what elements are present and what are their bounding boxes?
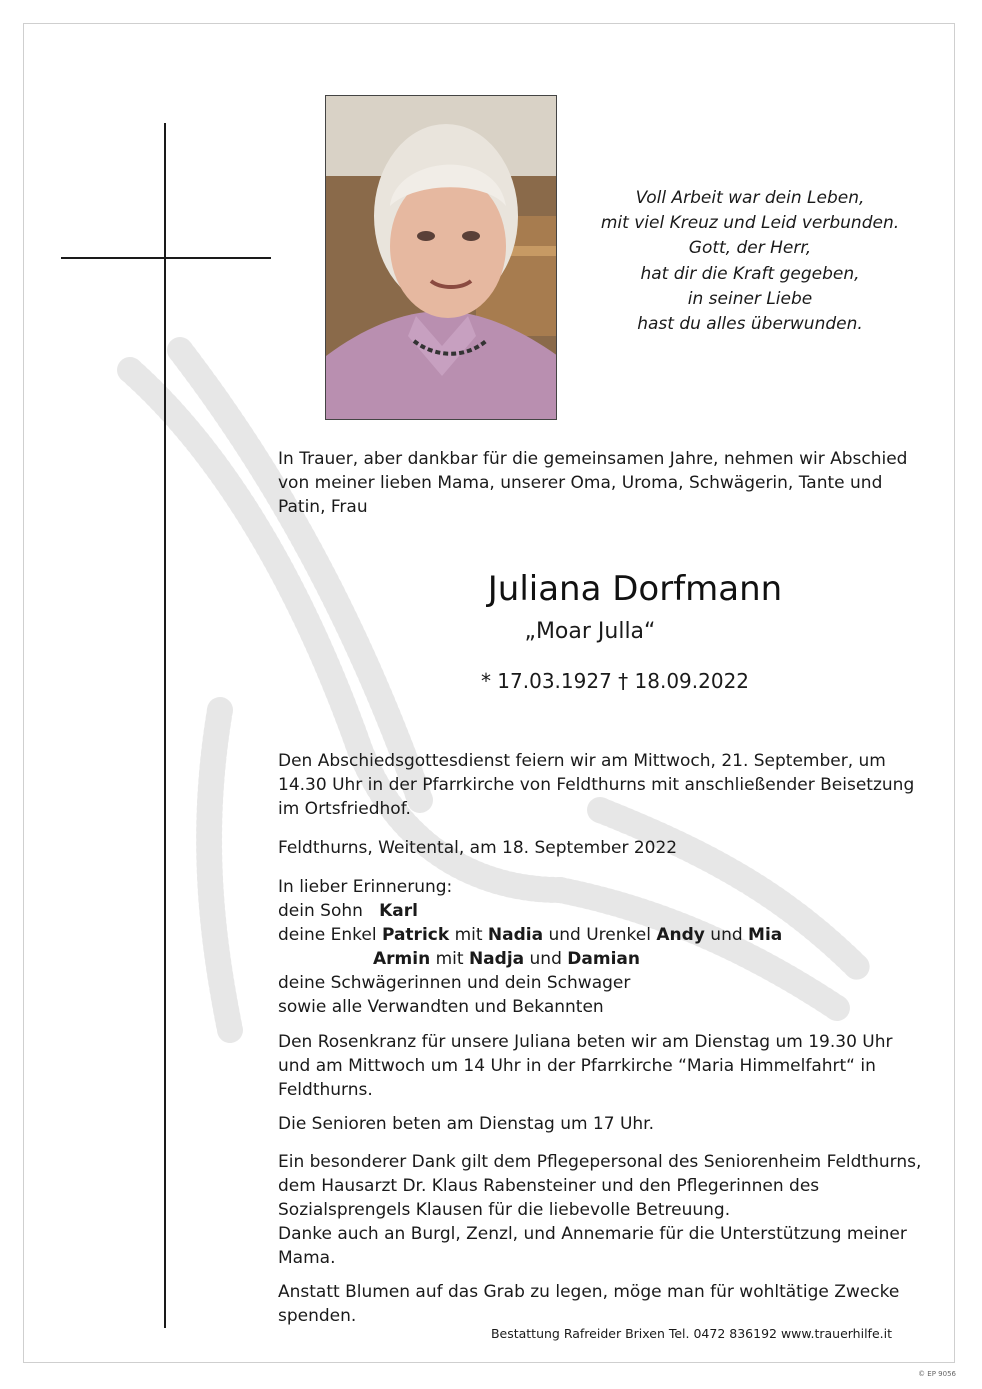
connector-text: mit [435, 949, 464, 969]
connector-text: und [529, 949, 562, 969]
son-prefix: dein Sohn [278, 901, 363, 921]
grandchild-name: Armin [373, 949, 431, 969]
poem-line: in seiner Liebe [687, 288, 813, 309]
partner-name: Nadja [468, 949, 525, 969]
poem-line: mit viel Kreuz und Leid verbunden. [600, 213, 900, 234]
poem-line: hat dir die Kraft gegeben, [640, 263, 860, 284]
thanks-staff: Ein besonderer Dank gilt dem Pflegepersonal des Seniorenheim Feldthurns, dem Hausarzt Dr. Klaus Rabensteiner und den Pflegerinnen des Sozialsprengels Klausen für die liebevolle Betreuung. [278, 1152, 922, 1220]
seniors-prayer-text: Die Senioren beten am Dienstag um 17 Uhr. [278, 1114, 655, 1134]
mourners-heading: In lieber Erinnerung: [278, 877, 453, 897]
poem-line: hast du alles überwunden. [637, 314, 863, 335]
funeral-service-text: Den Abschiedsgottesdienst feiern wir am Mittwoch, 21. September, um 14.30 Uhr in der Pfarrkirche von Feldthurns mit anschließender Beisetzung im Ortsfriedhof. [278, 751, 915, 819]
portrait-photo [325, 95, 557, 420]
grandchildren-prefix: deine Enkel [278, 925, 377, 945]
deceased-name: Juliana Dorfmann [487, 569, 783, 609]
rosary-text: Den Rosenkranz für unsere Juliana beten wir am Dienstag um 19.30 Uhr und am Mittwoch um 14 Uhr in der Pfarrkirche “Maria Himmelfahrt“ in Feldthurns. [278, 1032, 893, 1100]
connector-text: mit [454, 925, 483, 945]
great-grandchild-name: Damian [567, 949, 640, 969]
grandchild-name: Patrick [381, 925, 450, 945]
funeral-home-footer: Bestattung Rafreider Brixen Tel. 0472 836192 www.trauerhilfe.it [490, 1326, 892, 1341]
connector-text: und [710, 925, 743, 945]
thanks-family: Danke auch an Burgl, Zenzl, und Annemarie für die Unterstützung meiner Mama. [278, 1224, 907, 1268]
print-code: © EP 9056 [918, 1370, 956, 1378]
flowers-donation-text: Anstatt Blumen auf das Grab zu legen, möge man für wohltätige Zwecke spenden. [278, 1282, 900, 1326]
great-grandchildren-prefix: und Urenkel [548, 925, 651, 945]
thanks-text [278, 1150, 928, 1270]
partner-name: Nadia [487, 925, 544, 945]
mourners-list [278, 875, 918, 1019]
mourners-son-line [278, 899, 918, 923]
great-grandchild-name: Andy [656, 925, 705, 945]
son-name: Karl [379, 901, 418, 921]
cross-vertical-bar [164, 123, 166, 1328]
great-grandchild-name: Mia [748, 925, 783, 945]
poem-line: Voll Arbeit war dein Leben, [635, 188, 865, 208]
memorial-poem [575, 186, 925, 337]
mourners-inlaws-line: deine Schwägerinnen und dein Schwager [278, 973, 631, 993]
mourners-grandchildren-line-2 [278, 947, 918, 971]
deceased-nickname: „Moar Julla“ [524, 619, 656, 644]
place-and-date: Feldthurns, Weitental, am 18. September 2022 [278, 838, 678, 858]
mourners-relatives-line: sowie alle Verwandten und Bekannten [278, 997, 604, 1017]
cross-horizontal-bar [61, 257, 271, 259]
poem-line: Gott, der Herr, [688, 238, 812, 259]
mourners-grandchildren-line [278, 923, 918, 947]
intro-text: In Trauer, aber dankbar für die gemeinsamen Jahre, nehmen wir Abschied von meiner lieben Mama, unserer Oma, Uroma, Schwägerin, Tante und Patin, Frau [278, 449, 908, 517]
life-dates: * 17.03.1927 † 18.09.2022 [480, 669, 750, 693]
